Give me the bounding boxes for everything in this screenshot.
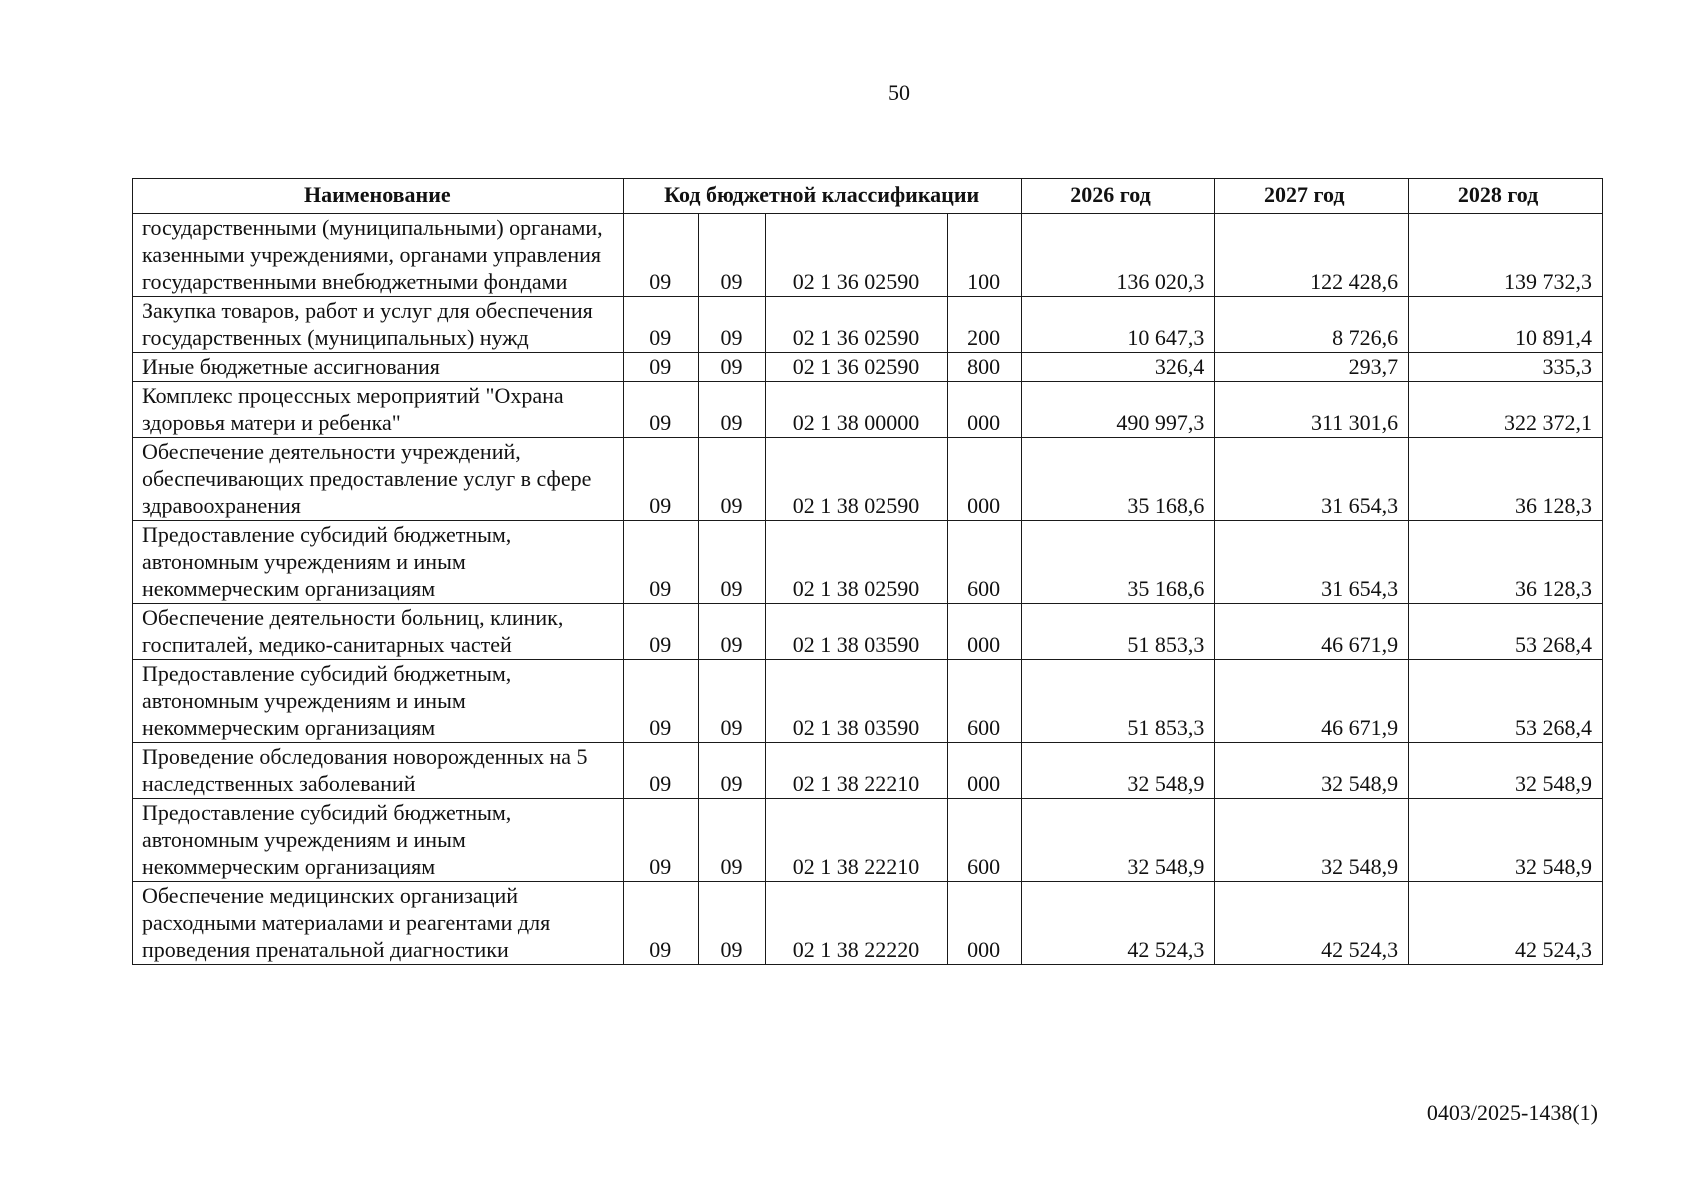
row-code-section: 09	[623, 799, 698, 882]
row-value-2028: 32 548,9	[1409, 799, 1603, 882]
row-value-2028: 53 268,4	[1409, 604, 1603, 660]
row-value-2026: 35 168,6	[1021, 521, 1215, 604]
row-value-2027: 46 671,9	[1215, 660, 1409, 743]
row-code-expense-type: 100	[947, 214, 1021, 297]
row-code-section: 09	[623, 214, 698, 297]
row-code-section: 09	[623, 882, 698, 965]
row-code-target: 02 1 36 02590	[766, 214, 947, 297]
row-code-expense-type: 800	[947, 353, 1021, 382]
row-value-2028: 36 128,3	[1409, 438, 1603, 521]
row-code-section: 09	[623, 743, 698, 799]
row-name: государственными (муниципальными) органами, казенными учреждениями, органами управления государственными внебюджетными фондами	[133, 214, 624, 297]
header-2027: 2027 год	[1215, 179, 1409, 214]
row-value-2028: 10 891,4	[1409, 297, 1603, 353]
row-value-2027: 311 301,6	[1215, 382, 1409, 438]
row-code-section: 09	[623, 604, 698, 660]
row-name: Обеспечение медицинских организаций расходными материалами и реагентами для проведения пренатальной диагностики	[133, 882, 624, 965]
row-code-expense-type: 000	[947, 382, 1021, 438]
row-name: Обеспечение деятельности больниц, клиник, госпиталей, медико-санитарных частей	[133, 604, 624, 660]
row-code-subsection: 09	[698, 353, 766, 382]
row-code-subsection: 09	[698, 297, 766, 353]
row-code-target: 02 1 36 02590	[766, 297, 947, 353]
row-code-subsection: 09	[698, 604, 766, 660]
row-name: Предоставление субсидий бюджетным, автономным учреждениям и иным некоммерческим организациям	[133, 521, 624, 604]
row-code-section: 09	[623, 297, 698, 353]
row-code-expense-type: 000	[947, 882, 1021, 965]
row-value-2026: 35 168,6	[1021, 438, 1215, 521]
row-value-2026: 326,4	[1021, 353, 1215, 382]
row-code-target: 02 1 36 02590	[766, 353, 947, 382]
header-2026: 2026 год	[1021, 179, 1215, 214]
row-value-2026: 10 647,3	[1021, 297, 1215, 353]
row-code-target: 02 1 38 22220	[766, 882, 947, 965]
row-name: Комплекс процессных мероприятий "Охрана здоровья матери и ребенка"	[133, 382, 624, 438]
row-code-subsection: 09	[698, 214, 766, 297]
row-name: Обеспечение деятельности учреждений, обеспечивающих предоставление услуг в сфере здравоохранения	[133, 438, 624, 521]
row-value-2028: 322 372,1	[1409, 382, 1603, 438]
row-value-2028: 42 524,3	[1409, 882, 1603, 965]
row-code-target: 02 1 38 22210	[766, 743, 947, 799]
row-value-2027: 46 671,9	[1215, 604, 1409, 660]
table-row	[133, 297, 1603, 353]
row-value-2028: 335,3	[1409, 353, 1603, 382]
row-name: Проведение обследования новорожденных на 5 наследственных заболеваний	[133, 743, 624, 799]
row-name: Закупка товаров, работ и услуг для обеспечения государственных (муниципальных) нужд	[133, 297, 624, 353]
row-value-2026: 42 524,3	[1021, 882, 1215, 965]
row-code-expense-type: 600	[947, 660, 1021, 743]
row-code-section: 09	[623, 438, 698, 521]
row-code-subsection: 09	[698, 382, 766, 438]
row-code-target: 02 1 38 02590	[766, 521, 947, 604]
document-code: 0403/2025-1438(1)	[1426, 1100, 1598, 1125]
table-row	[133, 604, 1603, 660]
row-value-2027: 293,7	[1215, 353, 1409, 382]
row-name: Иные бюджетные ассигнования	[133, 353, 624, 382]
row-code-target: 02 1 38 22210	[766, 799, 947, 882]
table-row	[133, 882, 1603, 965]
row-value-2028: 36 128,3	[1409, 521, 1603, 604]
row-code-expense-type: 000	[947, 438, 1021, 521]
row-value-2028: 32 548,9	[1409, 743, 1603, 799]
row-code-section: 09	[623, 660, 698, 743]
row-code-subsection: 09	[698, 438, 766, 521]
table-header-row	[133, 179, 1603, 214]
table-row	[133, 382, 1603, 438]
row-name: Предоставление субсидий бюджетным, автономным учреждениям и иным некоммерческим организациям	[133, 799, 624, 882]
row-code-expense-type: 600	[947, 521, 1021, 604]
row-code-expense-type: 600	[947, 799, 1021, 882]
table-row	[133, 799, 1603, 882]
row-value-2027: 31 654,3	[1215, 521, 1409, 604]
row-code-subsection: 09	[698, 799, 766, 882]
row-value-2027: 31 654,3	[1215, 438, 1409, 521]
row-value-2026: 51 853,3	[1021, 660, 1215, 743]
table-row	[133, 660, 1603, 743]
row-code-subsection: 09	[698, 743, 766, 799]
row-value-2028: 53 268,4	[1409, 660, 1603, 743]
row-value-2026: 136 020,3	[1021, 214, 1215, 297]
row-code-target: 02 1 38 00000	[766, 382, 947, 438]
row-code-section: 09	[623, 521, 698, 604]
row-value-2027: 32 548,9	[1215, 799, 1409, 882]
header-name: Наименование	[133, 179, 624, 214]
row-code-section: 09	[623, 353, 698, 382]
row-code-subsection: 09	[698, 660, 766, 743]
row-code-section: 09	[623, 382, 698, 438]
row-value-2026: 490 997,3	[1021, 382, 1215, 438]
row-value-2027: 42 524,3	[1215, 882, 1409, 965]
row-code-target: 02 1 38 03590	[766, 604, 947, 660]
page-number: 50	[888, 80, 910, 105]
row-name: Предоставление субсидий бюджетным, автономным учреждениям и иным некоммерческим организациям	[133, 660, 624, 743]
budget-table	[132, 178, 1603, 965]
row-code-target: 02 1 38 02590	[766, 438, 947, 521]
row-value-2027: 8 726,6	[1215, 297, 1409, 353]
row-code-expense-type: 000	[947, 743, 1021, 799]
table-row	[133, 438, 1603, 521]
table-row	[133, 743, 1603, 799]
header-2028: 2028 год	[1409, 179, 1603, 214]
row-value-2027: 32 548,9	[1215, 743, 1409, 799]
row-value-2028: 139 732,3	[1409, 214, 1603, 297]
row-code-target: 02 1 38 03590	[766, 660, 947, 743]
row-code-subsection: 09	[698, 882, 766, 965]
row-value-2027: 122 428,6	[1215, 214, 1409, 297]
row-value-2026: 32 548,9	[1021, 743, 1215, 799]
header-code: Код бюджетной классификации	[623, 179, 1021, 214]
table-body	[133, 214, 1603, 965]
row-code-expense-type: 000	[947, 604, 1021, 660]
row-code-subsection: 09	[698, 521, 766, 604]
row-code-expense-type: 200	[947, 297, 1021, 353]
table-row	[133, 214, 1603, 297]
row-value-2026: 51 853,3	[1021, 604, 1215, 660]
table-row	[133, 521, 1603, 604]
row-value-2026: 32 548,9	[1021, 799, 1215, 882]
table-row	[133, 353, 1603, 382]
